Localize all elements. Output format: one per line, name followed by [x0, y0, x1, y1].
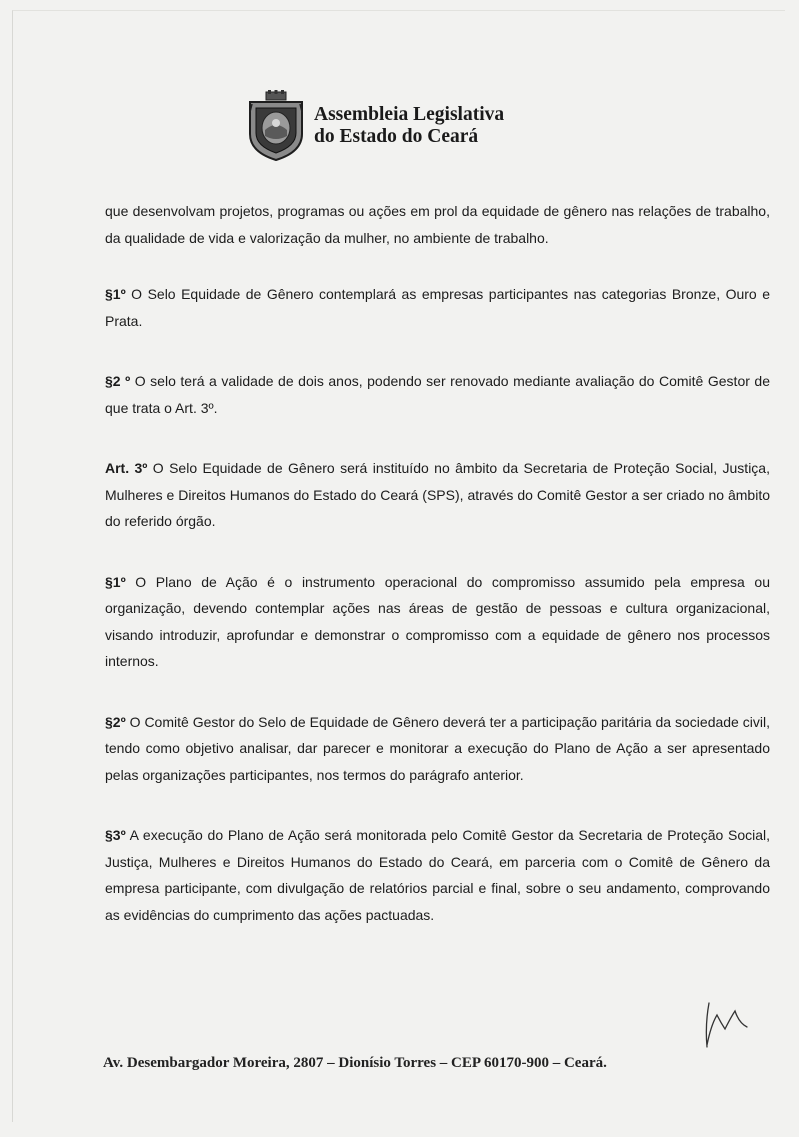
paragraph-4 — [105, 569, 770, 675]
org-name-line2: do Estado do Ceará — [314, 126, 479, 147]
paragraph-label: §2º — [105, 713, 126, 730]
state-coat-of-arms-icon — [246, 90, 306, 162]
org-name-line1: Assembleia Legislativa — [314, 104, 505, 125]
letterhead — [246, 90, 566, 162]
paragraph-label: §3º — [105, 827, 126, 843]
handwritten-initial-signature — [695, 995, 755, 1055]
paragraph-text: O Selo Equidade de Gênero contemplará as empresas participantes nas categorias Bronze, Ouro e Prata. — [105, 286, 770, 329]
paragraph-text: que desenvolvam projetos, programas ou ações em prol da equidade de gênero nas relações de trabalho, da qualidade de vida e valorização da mulher, no ambiente de trabalho. — [105, 203, 770, 246]
paragraph-intro — [105, 198, 770, 251]
paragraph-1 — [105, 281, 770, 334]
document-body — [105, 198, 770, 962]
paragraph-text: O Plano de Ação é o instrumento operacional do compromisso assumido pela empresa ou organização, devendo contemplar ações nas áreas de gestão de pessoas e cultura organizacional, visando introduzir, aprofundar e demonstrar o compromisso com a equidade de gênero nos processos internos. — [105, 573, 770, 669]
paragraph-5 — [105, 709, 770, 789]
paragraph-label: §2 º — [105, 373, 131, 389]
paragraph-text: O Comitê Gestor do Selo de Equidade de Gênero deverá ter a participação paritária da sociedade civil, tendo como objetivo analisar, dar parecer e monitorar a execução do Plano de Ação a ser apresentado pelas organizações participantes, nos termos do parágrafo anterior. — [105, 713, 770, 783]
article-3 — [105, 455, 770, 535]
paragraph-label: §1º — [105, 573, 126, 590]
paragraph-text: O selo terá a validade de dois anos, podendo ser renovado mediante avaliação do Comitê Gestor de que trata o Art. 3º. — [105, 373, 770, 416]
paragraph-6 — [105, 822, 770, 928]
paragraph-label: Art. 3º — [105, 460, 148, 476]
paragraph-text: O Selo Equidade de Gênero será instituído no âmbito da Secretaria de Proteção Social, Justiça, Mulheres e Direitos Humanos do Estado do Ceará (SPS), através do Comitê Gestor a ser criado no âmbito do referido órgão. — [105, 460, 770, 529]
footer-address: Av. Desembargador Moreira, 2807 – Dionísio Torres – CEP 60170-900 – Ceará. — [103, 1055, 607, 1071]
paragraph-text: A execução do Plano de Ação será monitorada pelo Comitê Gestor da Secretaria de Proteção Social, Justiça, Mulheres e Direitos Humanos do Estado do Ceará, em parceria com o Comitê de Gênero da empresa participante, com divulgação de relatórios parcial e final, sobre o seu andamento, comprovando as evidências do cumprimento das ações pactuadas. — [105, 827, 770, 923]
paragraph-2 — [105, 368, 770, 421]
paragraph-label: §1º — [105, 286, 126, 302]
